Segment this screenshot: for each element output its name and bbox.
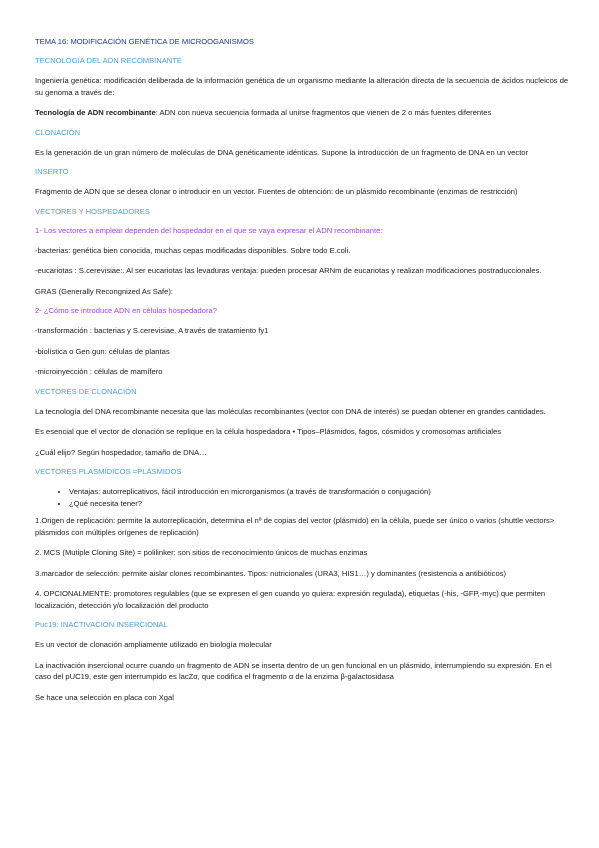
paragraph-clonacion: Es la generación de un gran número de moléculas de DNA genéticamente idénticas. Supone la introducción de un fragmento de DNA en un vector bbox=[35, 147, 529, 157]
paragraph-marcador: 3.marcador de selección: permite aislar clones recombinantes. Tipos: nutricionales (URA3, HIS1…) y dominantes (resistencia a antibióticos) bbox=[35, 568, 507, 578]
bold-term: Tecnología de ADN recombinante bbox=[35, 108, 156, 117]
list-item: • Ventajas: autorreplicativos, fácil introducción en microrganismos (a través de transformación o conjugación) bbox=[69, 486, 569, 498]
section-heading-vectores-hospedadores: VECTORES Y HOSPEDADORES bbox=[35, 206, 150, 216]
paragraph-mcs: 2. MCS (Mutiple Cloning Site) = polilinker: son sitios de reconocimiento únicos de muchas enzimas bbox=[35, 548, 368, 557]
paragraph-eucariotas: -eucariotas : S.cerevisiae:. Al ser eucariotas las levaduras ventaja: pueden procesar ARNm de eucariotas y realizan modificaciones postraduccionales. bbox=[35, 266, 542, 275]
paragraph-ingenieria-genetica: Ingeniería genética: modificación deliberada de la información genética de un organismo mediante la alteración directa de la secuencia de ácidos nucleicos de su genoma a través de: bbox=[35, 76, 569, 97]
paragraph-biolistica: -biolística o Gen gun: células de plantas bbox=[35, 346, 170, 356]
section-heading-puc19: Puc19: INACTIVACIÓN INSERCIONAL bbox=[35, 620, 168, 629]
subheading-vectores: 1- Los vectores a emplear dependen del hospedador en el que se vaya expresar el ADN recombinante: bbox=[35, 225, 383, 235]
paragraph-cual-elijo: ¿Cuál elijo? Según hospedador, tamaño de DNA… bbox=[35, 447, 207, 457]
document-title: TEMA 16: MODIFICACIÓN GENÉTICA DE MICROOGANISMOS bbox=[35, 37, 254, 46]
paragraph-opcionalmente: 4. OPCIONALMENTE: promotores regulables (que se expresen el gen cuando yo quiera: expresión regulada), etiquetas (-his, -GFP,-myc) que permiten localización, detección y/o localización del producto bbox=[35, 589, 546, 610]
paragraph-xgal: Se hace una selección en placa con Xgal bbox=[35, 692, 174, 702]
bullet-list bbox=[35, 486, 569, 509]
paragraph-esencial: Es esencial que el vector de clonación se replique en la célula hospedadora • Tipos–Plásmidos, fagos, cósmidos y cromosomas artificiales bbox=[35, 427, 502, 436]
paragraph-puc19: Es un vector de clonación ampliamente utilizado en biología molecular bbox=[35, 640, 272, 649]
section-heading-vectores-clonacion: VECTORES DE CLONACIÓN bbox=[35, 386, 137, 396]
paragraph-microinyeccion: -microinyección : células de mamífero bbox=[35, 367, 163, 376]
section-heading-vectores-plasmidicos: VECTORES PLASMÍDICOS =PLÁSMIDOS bbox=[35, 467, 182, 476]
paragraph-text: : ADN con nueva secuencia formada al unirse fragmentos que vienen de 2 o más fuentes diferentes bbox=[155, 108, 492, 117]
paragraph-tecnologia-adn bbox=[35, 107, 569, 119]
paragraph-tecnologia-dna: La tecnología del DNA recombinante necesita que las moléculas recombinantes (vector con DNA de interés) se puedan obtener en grandes cantidades. bbox=[35, 406, 546, 416]
paragraph-bacterias: -bacterias: genética bien conocida, muchas cepas modificadas disponibles. Sobre todo E.coli. bbox=[35, 245, 351, 255]
section-heading-adn-recombinante: TECNOLOGÍA DEL ADN RECOMBINANTE bbox=[35, 56, 182, 65]
paragraph-gras: GRAS (Generally Recongnized As Safe): bbox=[35, 286, 174, 296]
subheading-introduccion-adn: 2- ¿Cómo se introduce ADN en células hospedadora? bbox=[35, 306, 217, 315]
paragraph-inactivacion: La inactivación insercional ocurre cuando un fragmento de ADN se inserta dentro de un gen funcional en un plásmido, interrumpiendo su expresión. En el caso del pUC19, este gen interrumpido es lacZα, que codifica el fragmento α de la enzima β-galactosidasa bbox=[35, 660, 552, 681]
paragraph-transformacion: -transformación : bacterias y S.cerevisiae. A través de tratamiento fy1 bbox=[35, 326, 269, 335]
paragraph-inserto: Fragmento de ADN que se desea clonar o introducir en un vector. Fuentes de obtención: de un plásmido recombinante (enzimas de restricción) bbox=[35, 187, 518, 196]
paragraph-origen-replicacion: 1.Origen de replicación: permite la autorreplicación, determina el nº de copias del vector (plásmido) en la célula, puede ser único o varios (shuttle vectors> plásmidos con múltiples orígenes de replicación) bbox=[35, 516, 555, 537]
list-item: • ¿Qué necesita tener? bbox=[69, 498, 569, 510]
section-heading-inserto: INSERTO bbox=[35, 167, 69, 176]
section-heading-clonacion: CLONACIÓN bbox=[35, 127, 81, 137]
